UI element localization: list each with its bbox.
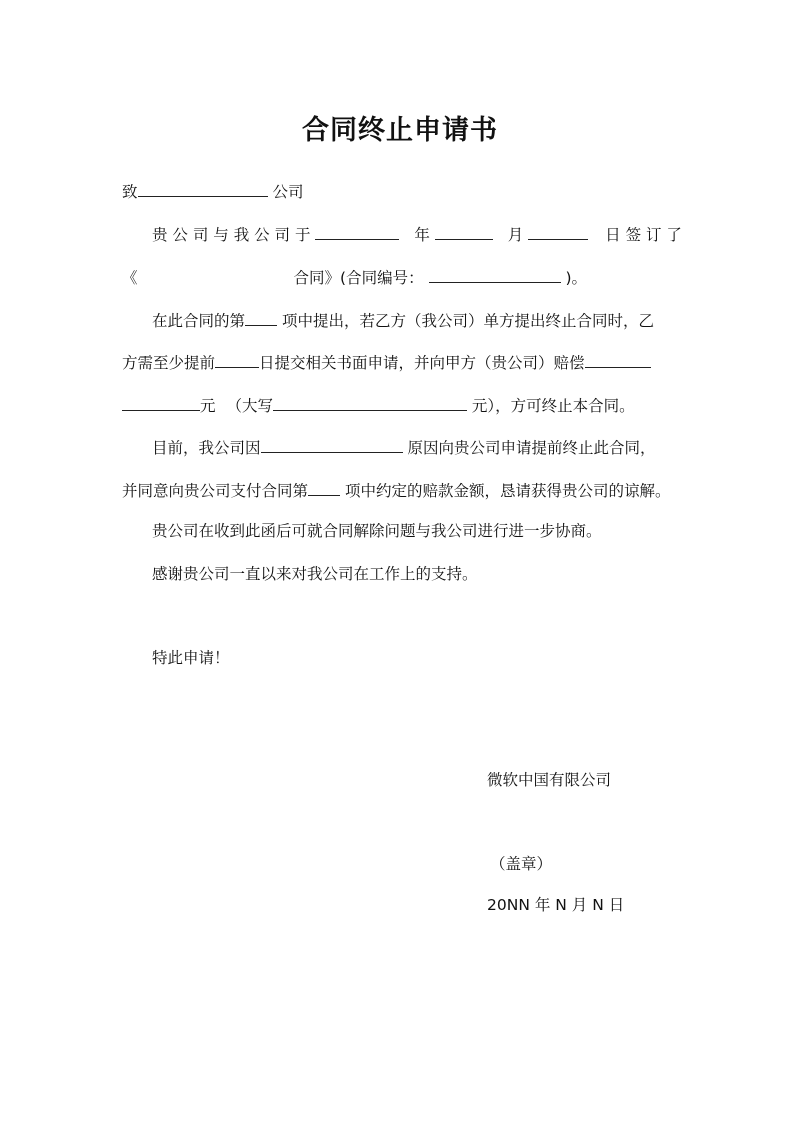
p2-text-7: 元），方可终止本合同。 (471, 397, 635, 415)
paragraph-3-line-1 (152, 436, 655, 459)
p1-text: 贵 公 司 与 我 公 司 于 (152, 226, 311, 244)
notice-days-blank[interactable] (215, 351, 259, 368)
p2-text-3: 方需至少提前 (122, 354, 216, 372)
signature-company: 微软中国有限公司 (487, 771, 612, 789)
reason-blank[interactable] (261, 436, 403, 453)
recipient-line (122, 180, 303, 203)
compensation-blank-1[interactable] (585, 351, 651, 368)
p1-day: 日 签 订 了 (605, 226, 682, 244)
recipient-blank[interactable] (138, 180, 268, 197)
paragraph-3-line-2 (122, 479, 670, 502)
recipient-suffix: 公司 (272, 183, 304, 201)
document-title: 合同终止申请书 (302, 115, 498, 146)
month-blank[interactable] (435, 223, 493, 240)
p1-year: 年 (414, 226, 430, 244)
paragraph-5: 感谢贵公司一直以来对我公司在工作上的支持。 (152, 565, 478, 583)
paragraph-1-line-2 (122, 266, 587, 289)
p3-text-3: 并同意向贵公司支付合同第 (122, 482, 309, 500)
paragraph-1-line-1 (152, 223, 682, 246)
p2-yuan: 元 (200, 397, 216, 415)
p3-text-2: 原因向贵公司申请提前终止此合同， (407, 439, 656, 457)
p2-text-1: 在此合同的第 (152, 312, 246, 330)
day-blank[interactable] (528, 223, 588, 240)
p3-text-1: 目前，我公司因 (152, 439, 261, 457)
paragraph-2-line-3 (122, 394, 635, 417)
signature-date: 20NN 年 N 月 N 日 (487, 896, 625, 914)
contract-number-blank[interactable] (429, 266, 561, 283)
paragraph-2-line-1 (152, 309, 654, 332)
p2-text-2: 项中提出，若乙方（我公司）单方提出终止合同时，乙 (281, 312, 654, 330)
amount-in-words-blank[interactable] (273, 394, 467, 411)
paragraph-2-line-2 (122, 351, 651, 374)
recipient-prefix: 致 (122, 183, 138, 201)
p1-contract-no-label: 合同》(合同编号： (293, 269, 424, 287)
clause-number-blank[interactable] (245, 309, 277, 326)
p2-text-4: 日提交相关书面申请，并向甲方（贵公司）赔偿 (259, 354, 585, 372)
p1-end: )。 (565, 269, 588, 287)
p2-daxie: （大写 (226, 397, 273, 415)
p3-text-4: 项中约定的赔款金额，恳请获得贵公司的谅解。 (344, 482, 671, 500)
signature-seal: （盖章） (490, 855, 553, 873)
p1-month: 月 (507, 226, 524, 244)
p1-open-bracket: 《 (122, 269, 138, 287)
compensation-blank-2[interactable] (122, 394, 200, 411)
closing-text: 特此申请！ (152, 649, 230, 667)
paragraph-4: 贵公司在收到此函后可就合同解除问题与我公司进行进一步协商。 (152, 522, 602, 540)
clause-number-blank-2[interactable] (308, 479, 340, 496)
year-blank[interactable] (315, 223, 399, 240)
